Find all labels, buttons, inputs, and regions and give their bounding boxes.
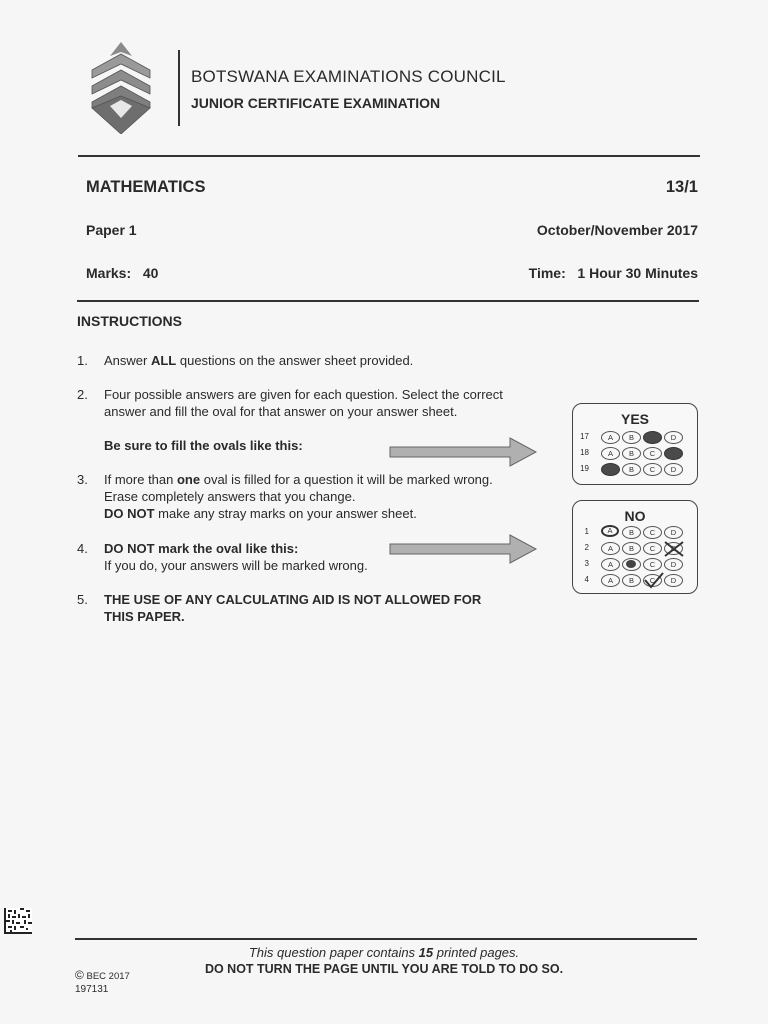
time-value: 1 Hour 30 Minutes — [577, 265, 698, 281]
answer-row — [573, 525, 697, 539]
instruction-number: 4. — [77, 541, 88, 556]
oval-c: C — [643, 542, 662, 555]
answer-row — [573, 430, 697, 444]
instruction-text: DO NOT make any stray marks on your answer sheet. — [104, 506, 417, 521]
paper-number: Paper 1 — [86, 222, 137, 238]
instructions-heading: INSTRUCTIONS — [77, 313, 182, 329]
barcode-icon — [4, 908, 32, 934]
oval-a-circled: A — [601, 525, 619, 537]
yes-title: YES — [620, 411, 649, 427]
oval-b: B — [622, 574, 641, 587]
instruction-bold: THE USE OF ANY CALCULATING AID IS NOT ALLOWED FOR THIS PAPER. — [104, 592, 482, 624]
question-number: 1 — [584, 527, 589, 536]
oval-b: B — [622, 463, 641, 476]
cross-mark-icon — [663, 540, 685, 558]
question-number: 3 — [584, 559, 589, 568]
arrow-right-icon — [388, 533, 538, 565]
oval-a: A — [601, 431, 620, 444]
answer-row — [573, 462, 697, 476]
answer-row — [573, 557, 697, 571]
exam-session: October/November 2017 — [536, 222, 698, 238]
instruction-text: If you do, your answers will be marked wrong. — [104, 558, 368, 573]
mid-rule — [77, 300, 699, 302]
oval-a-filled — [601, 463, 620, 476]
oval-c-filled — [643, 431, 662, 444]
instruction-number: 2. — [77, 387, 88, 402]
answer-row — [573, 446, 697, 460]
question-number: 17 — [580, 432, 589, 441]
oval-c-ticked: C — [643, 574, 662, 587]
instruction-bold: Be sure to fill the ovals like this: — [104, 438, 303, 453]
time-label: Time: — [528, 265, 566, 281]
oval-c: C — [643, 447, 662, 460]
copyright-icon: © — [75, 968, 84, 982]
oval-a: A — [601, 447, 620, 460]
instruction-bold: DO NOT mark the oval like this: — [104, 541, 299, 556]
copyright: © BEC 2017 — [75, 968, 130, 982]
top-rule — [78, 155, 700, 157]
oval-d-crossed — [664, 542, 683, 555]
oval-d: D — [664, 574, 683, 587]
question-number: 19 — [580, 464, 589, 473]
oval-d: D — [664, 526, 683, 539]
instruction-number: 5. — [77, 592, 88, 607]
answer-row — [573, 541, 697, 555]
no-example-box — [572, 500, 698, 594]
question-number: 2 — [584, 543, 589, 552]
answer-row — [573, 573, 697, 587]
question-number: 4 — [584, 575, 589, 584]
oval-a: A — [601, 542, 620, 555]
warning-text: DO NOT TURN THE PAGE UNTIL YOU ARE TOLD TO DO SO. — [204, 962, 564, 976]
oval-a: A — [601, 574, 620, 587]
instruction-text: Four possible answers are given for each question. Select the correct answer and fill the oval for that answer on your answer sheet. — [104, 387, 503, 419]
no-title: NO — [624, 508, 646, 524]
oval-b: B — [622, 447, 641, 460]
serial-number: 197131 — [75, 984, 109, 995]
oval-c: C — [643, 558, 662, 571]
instruction-number: 1. — [77, 353, 88, 368]
oval-b: B — [622, 542, 641, 555]
oval-a: A — [601, 558, 620, 571]
oval-b-dot — [622, 558, 641, 571]
marks — [86, 265, 158, 281]
bec-logo — [88, 42, 154, 134]
question-number: 18 — [580, 448, 589, 457]
oval-d: D — [664, 558, 683, 571]
arrow-right-icon — [388, 436, 538, 468]
oval-c: C — [643, 463, 662, 476]
subject-title: MATHEMATICS — [86, 178, 206, 196]
header-divider — [178, 50, 180, 126]
instruction-text: If more than one oval is filled for a question it will be marked wrong. — [104, 472, 493, 487]
oval-d: D — [664, 431, 683, 444]
instruction-number: 3. — [77, 472, 88, 487]
instruction-text: Answer ALL questions on the answer sheet provided. — [104, 353, 414, 368]
page-count-note: This question paper contains 15 printed pages. — [248, 945, 520, 960]
instruction-text: Erase completely answers that you change. — [104, 489, 356, 504]
oval-d: D — [664, 463, 683, 476]
yes-example-box — [572, 403, 698, 485]
exam-name: JUNIOR CERTIFICATE EXAMINATION — [191, 95, 441, 111]
marks-label: Marks: — [86, 265, 132, 281]
oval-b: B — [622, 431, 641, 444]
time-allowed — [529, 265, 698, 281]
footer-rule — [75, 938, 697, 940]
tick-mark-icon — [642, 572, 664, 590]
paper-code: 13/1 — [665, 178, 698, 196]
oval-d-filled — [664, 447, 683, 460]
oval-b: B — [622, 526, 641, 539]
marks-value: 40 — [142, 265, 159, 281]
oval-c: C — [643, 526, 662, 539]
council-name: BOTSWANA EXAMINATIONS COUNCIL — [191, 67, 506, 86]
